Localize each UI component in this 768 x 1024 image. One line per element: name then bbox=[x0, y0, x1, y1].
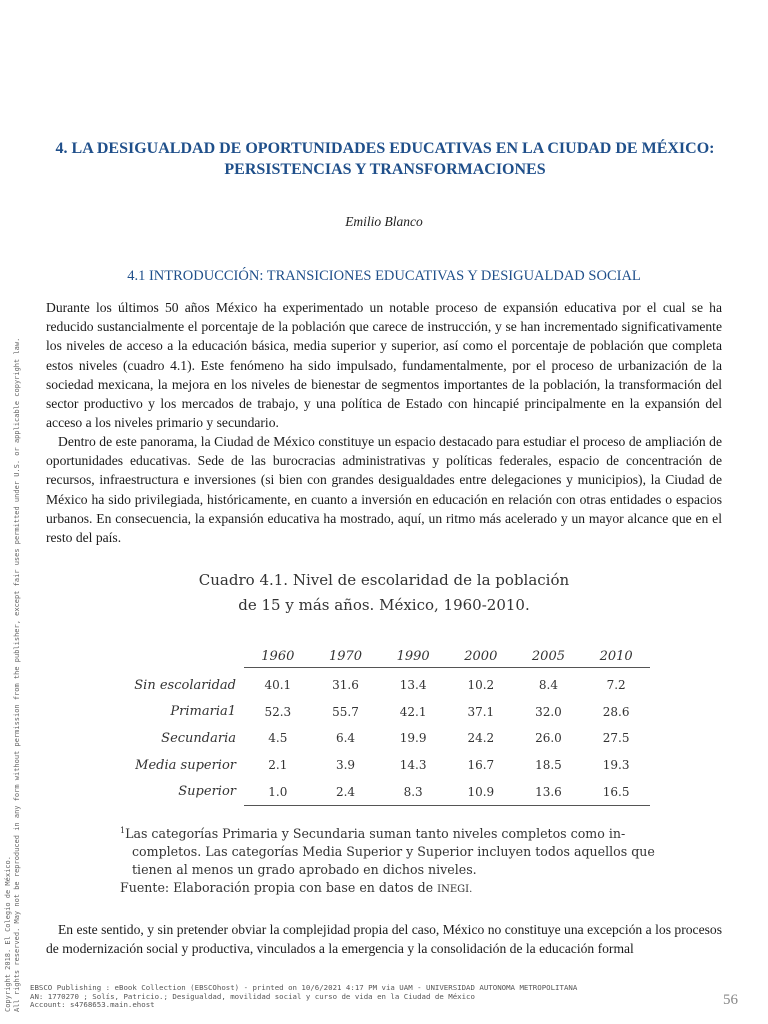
row-label: Sin escolaridad bbox=[134, 677, 236, 693]
section-heading: 4.1 INTRODUCCIÓN: TRANSICIONES EDUCATIVAS Y DESIGUALDAD SOCIAL bbox=[127, 268, 641, 284]
source-text: Fuente: Elaboración propia con base en datos de bbox=[120, 880, 438, 895]
footer-line: Account: s4768653.main.ehost bbox=[30, 1000, 155, 1009]
table-corner-cell bbox=[114, 645, 244, 668]
chapter-title-line: 4. LA DESIGUALDAD DE OPORTUNIDADES EDUCATIVAS EN LA CIUDAD DE MÉXICO: bbox=[55, 140, 715, 157]
table-cell: 14.3 bbox=[399, 758, 427, 773]
table-cell: 4.5 bbox=[268, 731, 288, 746]
table-cell: 16.5 bbox=[582, 778, 650, 805]
table-cell: 32.0 bbox=[535, 704, 562, 719]
footnote-line bbox=[120, 822, 660, 843]
table-caption bbox=[160, 568, 608, 618]
copyright-notice bbox=[4, 262, 34, 1012]
footnote-marker: 1 bbox=[120, 826, 126, 835]
row-label: Media superior bbox=[135, 757, 236, 773]
table-row bbox=[114, 699, 650, 726]
table-cell: 8.4 bbox=[538, 678, 558, 693]
year-header: 2000 bbox=[447, 645, 515, 668]
table-row bbox=[114, 778, 650, 805]
table-row bbox=[114, 725, 650, 752]
table-cell: 13.6 bbox=[515, 778, 583, 805]
row-label: Primaria1 bbox=[170, 704, 236, 720]
table-cell: 27.5 bbox=[602, 731, 630, 746]
chapter-title bbox=[40, 138, 730, 180]
footer-line: EBSCO Publishing : eBook Collection (EBSCOhost) - printed on 10/6/2021 4:17 PM via UAM - UNIVERSIDAD AUTONOMA METROPOLITANA bbox=[30, 983, 578, 992]
table-cell: 7.2 bbox=[606, 678, 626, 693]
table-cell: 10.9 bbox=[447, 778, 515, 805]
ebsco-footer bbox=[30, 984, 680, 1010]
chapter-title-line: PERSISTENCIAS Y TRANSFORMACIONES bbox=[224, 161, 546, 178]
row-label: Superior bbox=[178, 784, 236, 800]
body-paragraph: Dentro de este panorama, la Ciudad de México constituye un espacio destacado para estudiar el proceso de ampliación de oportunidades educativas. Sede de las burocracias administrativas y políticas federales, espacio de concentración de recursos, infraestructura e inversiones (si bien con grandes desigualdades entre delegaciones y municipios), la Ciudad de México ha sido privilegiada, históricamente, en cuanto a inversión en educación en relación con otras entidades o espacios urbanos. En consecuencia, la expansión educativa ha mostrado, aquí, un ritmo más acelerado y un mayor alcance que en el resto del país. bbox=[46, 434, 722, 546]
table-cell: 6.4 bbox=[335, 731, 356, 746]
table-cell: 8.3 bbox=[379, 778, 447, 805]
footer-line: AN: 1770270 ; Solís, Patricio.; Desigualdad, movilidad social y curso de vida en la Ciudad de México bbox=[30, 991, 475, 1001]
page-number: 56 bbox=[723, 992, 738, 1008]
table-cell: 37.1 bbox=[467, 704, 495, 719]
row-label: Secundaria bbox=[161, 730, 236, 746]
year-header: 1990 bbox=[379, 645, 447, 668]
table-caption-line: Cuadro 4.1. Nivel de escolaridad de la población bbox=[198, 571, 570, 589]
table-row bbox=[114, 668, 650, 699]
body-paragraph: En este sentido, y sin pretender obviar la complejidad propia del caso, México no constituye una excepción a los procesos de modernización social y productiva, vinculados a la emergencia y la consolidación de la educación formal bbox=[46, 922, 722, 957]
table-cell: 19.9 bbox=[399, 731, 427, 746]
table-cell: 28.6 bbox=[602, 704, 630, 719]
table-cell: 52.3 bbox=[264, 704, 292, 719]
table-cell: 16.7 bbox=[467, 758, 495, 773]
source-org: INEGI. bbox=[437, 884, 473, 895]
table-cell: 2.4 bbox=[312, 778, 380, 805]
table-cell: 19.3 bbox=[602, 758, 630, 773]
footnote-line: tienen al menos un grado aprobado en dichos niveles. bbox=[132, 862, 477, 877]
table-source bbox=[120, 879, 660, 899]
table-footnote bbox=[120, 822, 660, 899]
copyright-line: Copyright 2018. El Colegio de México. bbox=[4, 856, 12, 1012]
table-cell: 55.7 bbox=[332, 704, 359, 719]
footnote-line: completos. Las categorías Media Superior y Superior incluyen todos aquellos que bbox=[132, 844, 655, 859]
table-cell: 26.0 bbox=[535, 731, 562, 746]
education-level-table bbox=[114, 645, 650, 806]
year-header: 2005 bbox=[515, 645, 583, 668]
table-cell: 3.9 bbox=[335, 758, 356, 773]
table-cell: 10.2 bbox=[467, 678, 495, 693]
table-caption-line: de 15 y más años. México, 1960-2010. bbox=[238, 596, 530, 614]
year-header: 2010 bbox=[582, 645, 650, 668]
table-header-row bbox=[114, 645, 650, 668]
table-cell: 13.4 bbox=[399, 678, 427, 693]
body-paragraph: Durante los últimos 50 años México ha experimentado un notable proceso de expansión educativa por el cual se ha reducido sustancialmente el porcentaje de la población que carece de instrucción, y se han incrementado significativamente los niveles de acceso a la educación básica, media superior y superior, así como el porcentaje de población que completa estos niveles (cuadro 4.1). Este fenómeno ha sido impulsado, fundamentalmente, por el proceso de urbanización de la sociedad mexicana, la mejora en los niveles de bienestar de segmentos importantes de la población, la transformación del sector productivo y los mercados de trabajo, y una política de Estado con hincapié principalmente en la expansión del acceso a los niveles primario y secundario. bbox=[46, 300, 722, 431]
copyright-line: All rights reserved. May not be reproduced in any form without permission from the publisher, except fair uses permitted under U.S. or applicable copyright law. bbox=[13, 337, 21, 1012]
table-cell: 1.0 bbox=[244, 778, 312, 805]
year-header: 1960 bbox=[244, 645, 312, 668]
footnote-text: Las categorías Primaria y Secundaria suman tanto niveles completos como in- bbox=[125, 826, 626, 841]
table-cell: 40.1 bbox=[264, 678, 292, 693]
table-row bbox=[114, 752, 650, 779]
table-cell: 18.5 bbox=[535, 758, 562, 773]
table-cell: 24.2 bbox=[467, 731, 495, 746]
table-cell: 31.6 bbox=[332, 678, 359, 693]
table-cell: 2.1 bbox=[268, 758, 288, 773]
author-name: Emilio Blanco bbox=[345, 214, 423, 229]
year-header: 1970 bbox=[312, 645, 380, 668]
table-cell: 42.1 bbox=[399, 704, 427, 719]
